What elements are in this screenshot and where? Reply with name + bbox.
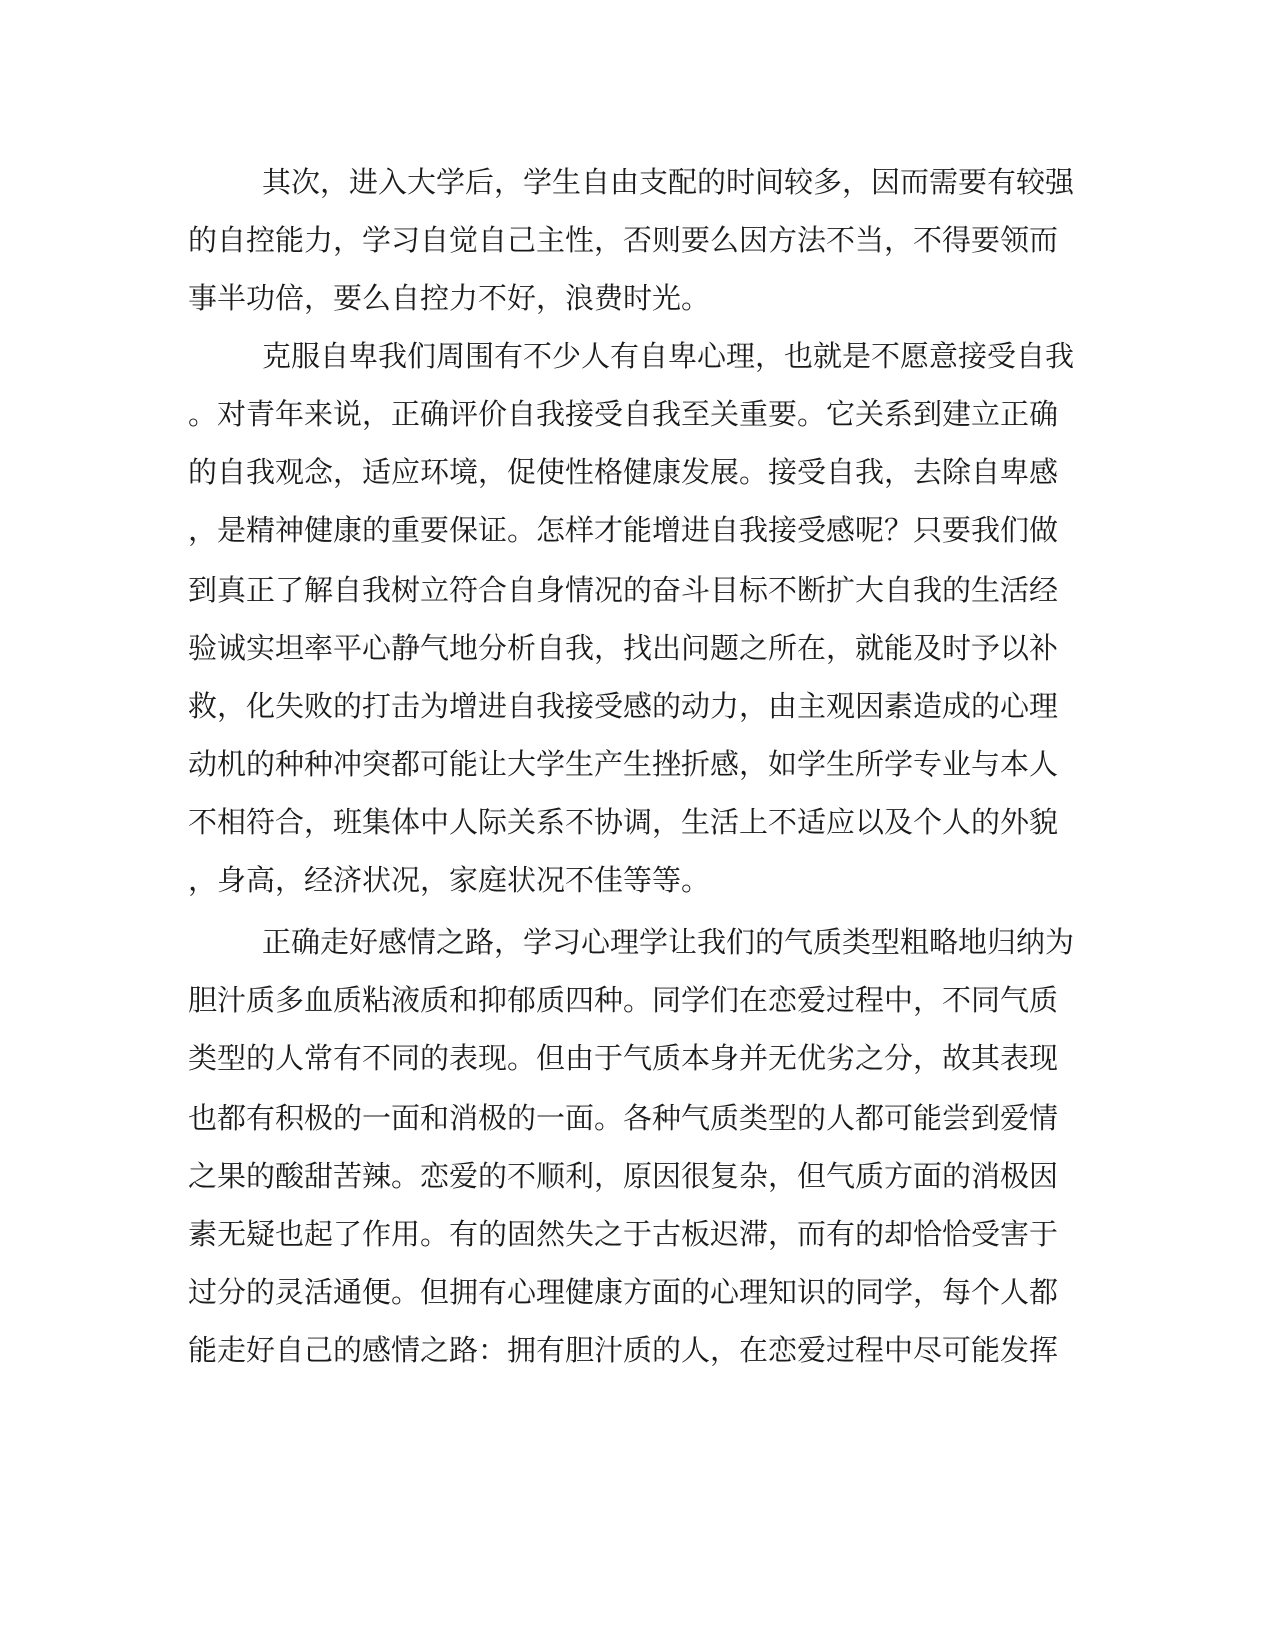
paragraph-line: 胆汁质多血质粘液质和抑郁质四种。同学们在恋爱过程中，不同气质 <box>188 983 1059 1017</box>
paragraph-line: 事半功倍，要么自控力不好，浪费时光。 <box>188 281 711 315</box>
paragraph-line: 之果的酸甜苦辣。恋爱的不顺利，原因很复杂，但气质方面的消极因 <box>188 1159 1059 1193</box>
paragraph-line: 的自我观念，适应环境，促使性格健康发展。接受自我，去除自卑感 <box>188 455 1059 489</box>
paragraph-line: 其次，进入大学后，学生自由支配的时间较多，因而需要有较强 <box>262 165 1075 199</box>
paragraph-line: 动机的种种冲突都可能让大学生产生挫折感，如学生所学专业与本人 <box>188 747 1059 781</box>
paragraph-line: 不相符合，班集体中人际关系不协调，生活上不适应以及个人的外貌 <box>188 805 1059 839</box>
paragraph-line: 克服自卑我们周围有不少人有自卑心理，也就是不愿意接受自我 <box>262 339 1075 373</box>
paragraph-line: 正确走好感情之路，学习心理学让我们的气质类型粗略地归纳为 <box>262 925 1075 959</box>
paragraph-line: 类型的人常有不同的表现。但由于气质本身并无优劣之分，故其表现 <box>188 1041 1059 1075</box>
paragraph-line: ，身高，经济状况，家庭状况不佳等等。 <box>188 863 711 897</box>
paragraph-line: 。对青年来说，正确评价自我接受自我至关重要。它关系到建立正确 <box>188 397 1059 431</box>
paragraph-line: 到真正了解自我树立符合自身情况的奋斗目标不断扩大自我的生活经 <box>188 573 1059 607</box>
paragraph-line: 也都有积极的一面和消极的一面。各种气质类型的人都可能尝到爱情 <box>188 1101 1059 1135</box>
paragraph-line: 能走好自己的感情之路：拥有胆汁质的人，在恋爱过程中尽可能发挥 <box>188 1333 1059 1367</box>
paragraph-line: ，是精神健康的重要保证。怎样才能增进自我接受感呢？只要我们做 <box>188 513 1059 547</box>
paragraph-line: 验诚实坦率平心静气地分析自我，找出问题之所在，就能及时予以补 <box>188 631 1059 665</box>
paragraph-line: 素无疑也起了作用。有的固然失之于古板迟滞，而有的却恰恰受害于 <box>188 1217 1059 1251</box>
paragraph-line: 救，化失败的打击为增进自我接受感的动力，由主观因素造成的心理 <box>188 689 1059 723</box>
paragraph-line: 的自控能力，学习自觉自己主性，否则要么因方法不当，不得要领而 <box>188 223 1059 257</box>
paragraph-line: 过分的灵活通便。但拥有心理健康方面的心理知识的同学，每个人都 <box>188 1275 1059 1309</box>
